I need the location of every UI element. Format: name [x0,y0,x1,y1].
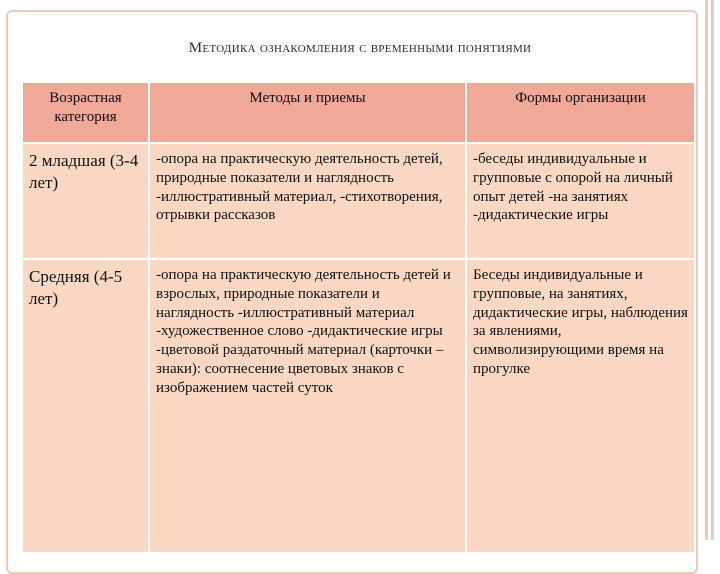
methods-table [21,81,696,554]
table-header-row [22,82,695,143]
methods-cell: -опора на практическую деятельность детей, природные показатели и наглядность -иллюстративный материал, -стихотворения, отрывки рассказов [149,143,466,259]
decorative-rule [711,0,714,540]
table-row [22,143,695,259]
header-forms: Формы организации [466,82,695,143]
forms-cell: Беседы индивидуальные и групповые, на занятиях, дидактические игры, наблюдения за явлениями, символизирующими время на прогулке [466,259,695,553]
decorative-rule [705,0,708,540]
age-cell: Средняя (4-5 лет) [22,259,149,553]
header-methods: Методы и приемы [149,82,466,143]
age-cell: 2 младшая (3-4 лет) [22,143,149,259]
forms-cell: -беседы индивидуальные и групповые с опорой на личный опыт детей -на занятиях -дидактические игры [466,143,695,259]
slide-title: Методика ознакомления с временными понятиями [188,40,532,56]
table-row [22,259,695,553]
header-age-category: Возрастная категория [22,82,149,143]
methods-cell: -опора на практическую деятельность детей и взрослых, природные показатели и наглядность -иллюстративный материал -художественное слово -дидактические игры -цветовой раздаточный материал (карточки – знаки): соотнесение цветовых знаков с изображением частей суток [149,259,466,553]
